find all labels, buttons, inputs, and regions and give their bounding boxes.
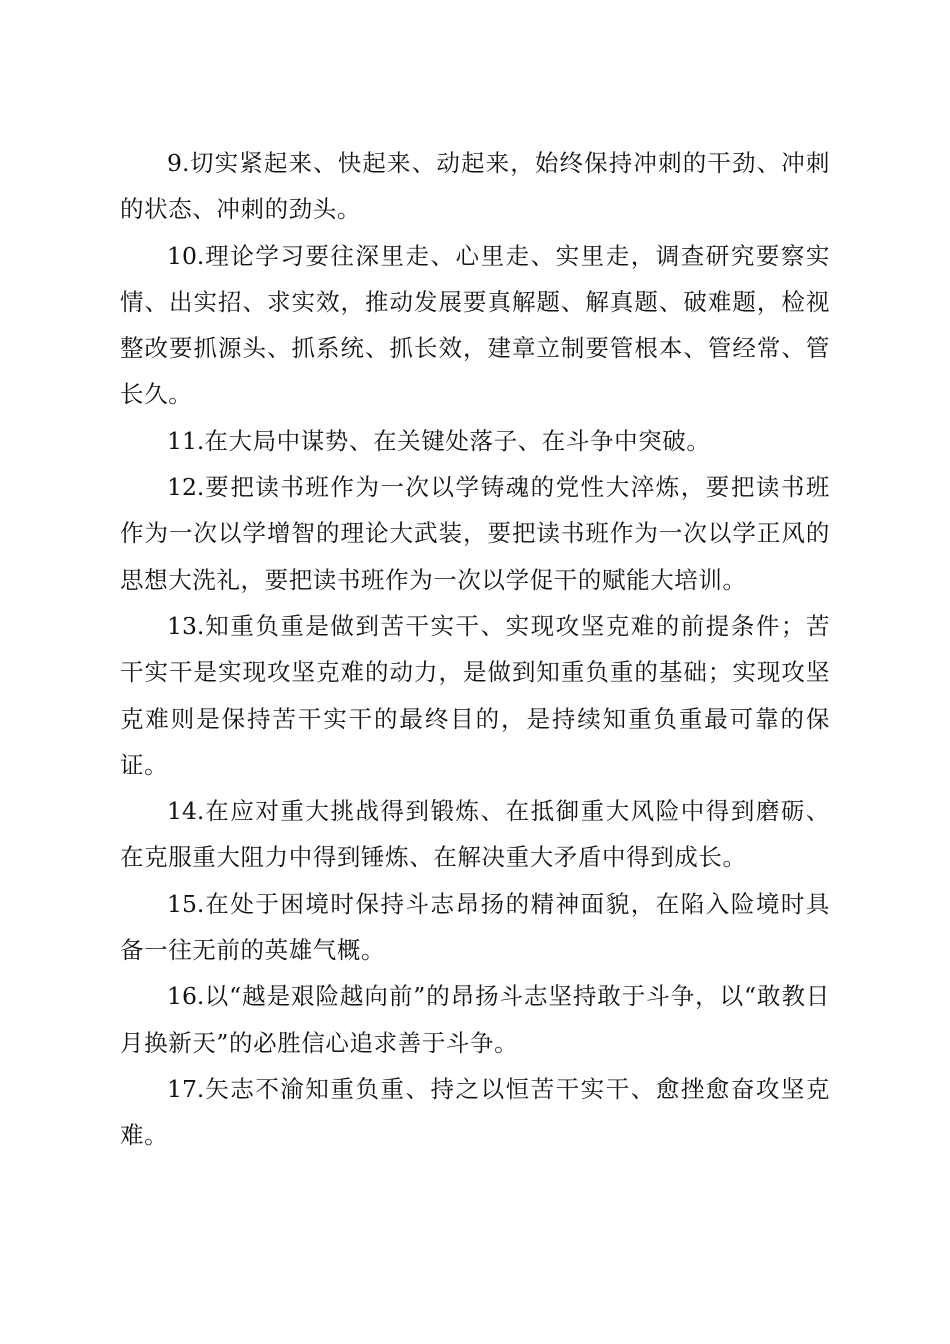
list-item <box>120 603 830 788</box>
item-text: 知重负重是做到苦干实干、实现攻坚克难的前提条件；苦干实干是实现攻坚克难的动力，是做到知重负重的基础；实现攻坚克难则是保持苦干实干的最终目的，是持续知重负重最可靠的保证。 <box>120 611 830 779</box>
item-number: 13. <box>167 611 205 640</box>
list-item <box>120 973 830 1066</box>
list-item <box>120 418 830 464</box>
item-number: 12. <box>167 473 205 502</box>
item-text: 在应对重大挑战得到锻炼、在抵御重大风险中得到磨砺、在克服重大阻力中得到锤炼、在解决重大矛盾中得到成长。 <box>120 797 830 872</box>
item-number: 17. <box>167 1074 205 1103</box>
item-text: 以“越是艰险越向前”的昂扬斗志坚持敢于斗争，以“敢教日月换新天”的必胜信心追求善于斗争。 <box>120 982 830 1057</box>
list-item <box>120 233 830 418</box>
item-text: 在处于困境时保持斗志昂扬的精神面貌，在陷入险境时具备一往无前的英雄气概。 <box>120 889 830 965</box>
item-text: 在大局中谋势、在关键处落子、在斗争中突破。 <box>204 426 711 455</box>
list-item <box>120 464 830 603</box>
item-number: 15. <box>167 889 205 918</box>
item-number: 14. <box>167 797 205 826</box>
item-text: 要把读书班作为一次以学铸魂的党性大淬炼，要把读书班作为一次以学增智的理论大武装，要把读书班作为一次以学正风的思想大洗礼，要把读书班作为一次以学促干的赋能大培训。 <box>120 473 830 594</box>
item-text: 理论学习要往深里走、心里走、实里走，调查研究要察实情、出实招、求实效，推动发展要真解题、解真题、破难题，检视整改要抓源头、抓系统、抓长效，建章立制要管根本、管经常、管长久。 <box>120 241 830 409</box>
item-text: 矢志不渝知重负重、持之以恒苦干实干、愈挫愈奋攻坚克难。 <box>120 1074 830 1150</box>
list-item <box>120 1066 830 1159</box>
item-text: 切实紧起来、快起来、动起来，始终保持冲刺的干劲、冲刺的状态、冲刺的劲头。 <box>120 149 830 224</box>
item-number: 9. <box>167 149 190 177</box>
list-item <box>120 788 830 881</box>
list-item <box>120 140 830 233</box>
document-body <box>120 140 830 1159</box>
item-number: 10. <box>167 241 205 270</box>
item-number: 16. <box>167 982 205 1011</box>
item-number: 11. <box>167 426 205 455</box>
list-item <box>120 881 830 974</box>
